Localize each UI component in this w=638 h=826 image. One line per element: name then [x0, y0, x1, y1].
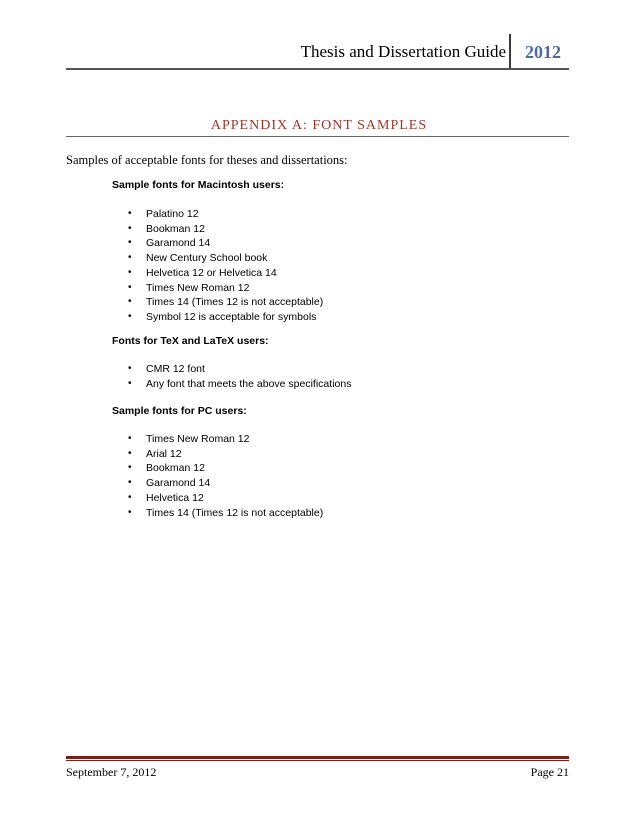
bullet-icon: • [128, 377, 132, 389]
list-item-label: Arial 12 [146, 447, 182, 460]
list-item-label: Helvetica 12 [146, 491, 204, 504]
bullet-icon: • [128, 310, 132, 322]
list-item [128, 281, 323, 296]
list-item-label: Bookman 12 [146, 222, 205, 235]
list-item-label: Symbol 12 is acceptable for symbols [146, 310, 317, 323]
header-year: 2012 [525, 42, 561, 62]
list-item-label: Times New Roman 12 [146, 433, 250, 445]
list-item [128, 377, 351, 392]
footer-date: September 7, 2012 [66, 765, 157, 779]
footer-rule-thin [66, 760, 569, 761]
bullet-icon: • [128, 447, 132, 459]
section-pc-fonts [112, 404, 324, 519]
list-item [128, 506, 323, 521]
bullet-icon: • [128, 477, 132, 489]
list-item-label: Helvetica 12 or Helvetica 14 [146, 266, 277, 279]
bullet-icon: • [128, 222, 132, 234]
bullet-icon: • [128, 363, 132, 374]
list-item-label: Palatino 12 [146, 208, 199, 220]
list-item-label: Garamond 14 [146, 237, 211, 250]
bullet-icon: • [128, 433, 132, 444]
list-item-label: Bookman 12 [146, 462, 205, 475]
section-heading-tex: Fonts for TeX and LaTeX users: [112, 335, 269, 347]
bullet-icon: • [128, 281, 132, 293]
pc-font-list [128, 432, 323, 520]
list-item-label: Times 14 (Times 12 is not acceptable) [146, 296, 324, 309]
list-item [128, 251, 323, 266]
list-item [128, 266, 323, 281]
intro-paragraph: Samples of acceptable fonts for theses and dissertations: [66, 153, 348, 167]
header-title: Thesis and Dissertation Guide [300, 42, 506, 61]
list-item [128, 310, 323, 325]
bullet-icon: • [128, 462, 132, 474]
section-heading-mac: Sample fonts for Macintosh users: [112, 179, 285, 191]
list-item [128, 461, 323, 476]
section-heading-pc: Sample fonts for PC users: [112, 405, 247, 417]
list-item-label: Any font that meets the above specifications [146, 377, 352, 390]
list-item-label: CMR 12 font [146, 363, 205, 375]
bullet-icon: • [128, 266, 132, 278]
header-separator [509, 34, 511, 68]
list-item [128, 295, 323, 310]
bullet-icon: • [128, 208, 132, 219]
bullet-icon: • [128, 296, 132, 308]
page-header [66, 34, 569, 68]
tex-font-list [128, 362, 351, 391]
appendix-title-rule [66, 136, 569, 137]
header-rule [66, 68, 569, 70]
bullet-icon: • [128, 491, 132, 503]
list-item-label: Times New Roman 12 [146, 281, 250, 294]
list-item [128, 362, 351, 377]
bullet-icon: • [128, 237, 132, 249]
list-item [128, 447, 323, 462]
footer-rule [66, 756, 569, 759]
mac-font-list [128, 207, 323, 325]
list-item [128, 476, 323, 491]
list-item [128, 491, 323, 506]
list-item [128, 207, 323, 222]
section-tex-fonts [112, 334, 352, 390]
appendix-title: APPENDIX A: FONT SAMPLES [210, 118, 428, 133]
footer-page-number: Page 21 [530, 765, 569, 779]
bullet-icon: • [128, 506, 132, 518]
section-mac-fonts [112, 178, 324, 323]
list-item-label: Times 14 (Times 12 is not acceptable) [146, 506, 324, 519]
list-item-label: New Century School book [146, 252, 268, 265]
bullet-icon: • [128, 252, 132, 264]
list-item-label: Garamond 14 [146, 477, 211, 490]
list-item [128, 432, 323, 447]
list-item [128, 236, 323, 251]
list-item [128, 222, 323, 237]
